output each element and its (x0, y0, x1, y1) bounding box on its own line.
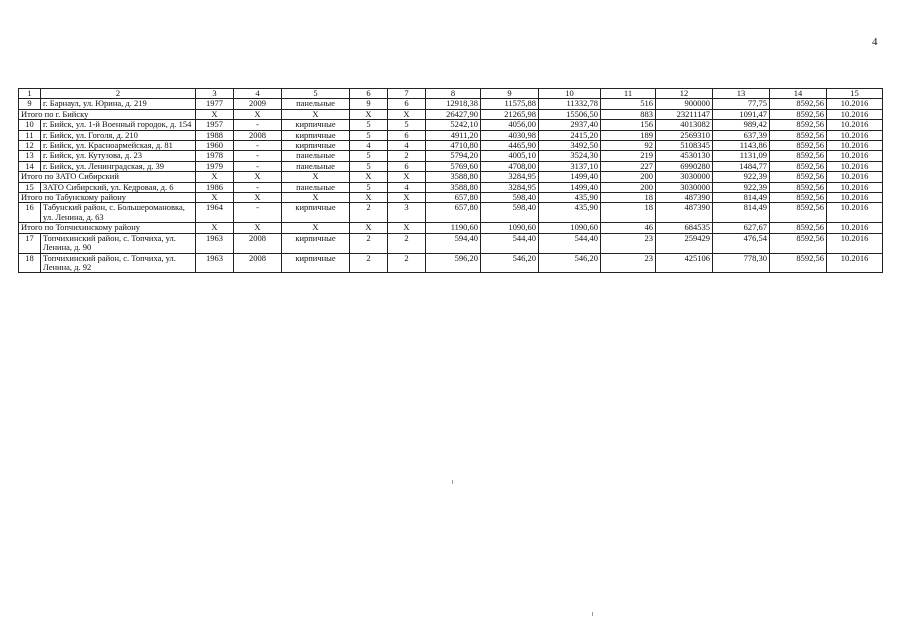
column-number-3: 3 (196, 89, 234, 99)
table-cell: 8592,56 (770, 172, 827, 182)
address-cell: Топчихинский район, с. Топчиха, ул. Ленина, д. 92 (41, 253, 196, 273)
column-number-4: 4 (234, 89, 282, 99)
table-cell: 2 (350, 233, 388, 253)
table-cell: X (350, 193, 388, 203)
table-cell: 10.2016 (827, 253, 883, 273)
table-cell: 6 (388, 161, 426, 171)
row-number: 13 (19, 151, 41, 161)
table-cell: 1963 (196, 233, 234, 253)
table-cell: 594,40 (426, 233, 481, 253)
column-number-14: 14 (770, 89, 827, 99)
table-cell: 922,39 (713, 172, 770, 182)
subtotal-label: Итого по ЗАТО Сибирский (19, 172, 196, 182)
column-number-7: 7 (388, 89, 426, 99)
table-row (19, 151, 883, 161)
table-cell: 2 (350, 253, 388, 273)
table-cell: 18 (601, 193, 656, 203)
address-cell: г. Барнаул, ул. Юрина, д. 219 (41, 99, 196, 109)
table-cell: 8592,56 (770, 151, 827, 161)
table-cell: 1986 (196, 182, 234, 192)
row-number: 9 (19, 99, 41, 109)
table-cell: 18 (601, 203, 656, 223)
table-cell: X (388, 193, 426, 203)
table-cell: 487390 (656, 203, 713, 223)
table-cell: 2 (350, 203, 388, 223)
table-cell: 476,54 (713, 233, 770, 253)
table-cell: панельные (282, 151, 350, 161)
table-cell: 8592,56 (770, 182, 827, 192)
table-cell: 1978 (196, 151, 234, 161)
table-cell: 2 (388, 253, 426, 273)
table-cell: 3 (388, 203, 426, 223)
table-cell: X (388, 109, 426, 119)
row-number: 14 (19, 161, 41, 171)
table-row (19, 233, 883, 253)
table-cell: 3030000 (656, 182, 713, 192)
table-cell: 2008 (234, 233, 282, 253)
table-cell: 2415,20 (539, 130, 601, 140)
row-number: 15 (19, 182, 41, 192)
column-number-1: 1 (19, 89, 41, 99)
table-cell: - (234, 161, 282, 171)
table-cell: 11575,88 (481, 99, 539, 109)
table-cell: X (388, 172, 426, 182)
table-cell: 1963 (196, 253, 234, 273)
table-cell: 1499,40 (539, 182, 601, 192)
table-cell: панельные (282, 161, 350, 171)
table-cell: 5 (388, 120, 426, 130)
table-cell: 814,49 (713, 193, 770, 203)
table-row (19, 130, 883, 140)
table-cell: 883 (601, 109, 656, 119)
table-cell: 8592,56 (770, 233, 827, 253)
table-cell: 1190,60 (426, 223, 481, 233)
table-cell: X (282, 109, 350, 119)
table-cell: - (234, 141, 282, 151)
table-cell: 156 (601, 120, 656, 130)
table-cell: 778,30 (713, 253, 770, 273)
table-cell: 21265,98 (481, 109, 539, 119)
table-cell: 77,75 (713, 99, 770, 109)
table-cell: 657,80 (426, 203, 481, 223)
subtotal-label: Итого по Топчихинскому району (19, 223, 196, 233)
table-cell: 200 (601, 172, 656, 182)
table-cell: - (234, 120, 282, 130)
table-cell: 11332,78 (539, 99, 601, 109)
table-cell: 2 (388, 151, 426, 161)
table-cell: 4 (388, 141, 426, 151)
table-cell: 487390 (656, 193, 713, 203)
table-cell: 5 (350, 161, 388, 171)
table-cell: 3284,95 (481, 172, 539, 182)
column-number-12: 12 (656, 89, 713, 99)
table-cell: 3588,80 (426, 182, 481, 192)
table-cell: 10.2016 (827, 172, 883, 182)
table-cell: 1964 (196, 203, 234, 223)
table-cell: 6 (388, 99, 426, 109)
table-cell: X (282, 223, 350, 233)
table-cell: 4013082 (656, 120, 713, 130)
table-row (19, 203, 883, 223)
table-cell: 2937,40 (539, 120, 601, 130)
table-cell: 5 (350, 182, 388, 192)
table-cell: 637,39 (713, 130, 770, 140)
table-row (19, 99, 883, 109)
table-cell: 657,80 (426, 193, 481, 203)
table-cell: 4056,00 (481, 120, 539, 130)
table-cell: 2009 (234, 99, 282, 109)
column-number-6: 6 (350, 89, 388, 99)
table-cell: X (234, 172, 282, 182)
address-cell: г. Бийск, ул. Кутузова, д. 23 (41, 151, 196, 161)
table-cell: 2008 (234, 130, 282, 140)
table-cell: 1988 (196, 130, 234, 140)
subtotal-label: Итого по г. Бийску (19, 109, 196, 119)
table-cell: 2008 (234, 253, 282, 273)
table-cell: 227 (601, 161, 656, 171)
table-cell: 8592,56 (770, 203, 827, 223)
table-cell: 1960 (196, 141, 234, 151)
address-cell: Табунский район, с. Большеромановка, ул. Ленина, д. 63 (41, 203, 196, 223)
table-cell: кирпичные (282, 120, 350, 130)
table-cell: 10.2016 (827, 151, 883, 161)
table-cell: 4708,00 (481, 161, 539, 171)
table-row (19, 182, 883, 192)
table-cell: X (350, 223, 388, 233)
table-cell: X (234, 193, 282, 203)
table-cell: 3588,80 (426, 172, 481, 182)
table-cell: X (350, 109, 388, 119)
table-cell: кирпичные (282, 253, 350, 273)
row-number: 17 (19, 233, 41, 253)
table-cell: 544,40 (539, 233, 601, 253)
table-cell: 3030000 (656, 172, 713, 182)
column-number-2: 2 (41, 89, 196, 99)
table-cell: 10.2016 (827, 141, 883, 151)
table-cell: 12918,38 (426, 99, 481, 109)
table-cell: 8592,56 (770, 193, 827, 203)
table-cell: X (388, 223, 426, 233)
table-cell: X (234, 223, 282, 233)
table-cell: 900000 (656, 99, 713, 109)
table-row (19, 253, 883, 273)
table-cell: кирпичные (282, 130, 350, 140)
table-cell: 598,40 (481, 193, 539, 203)
table-cell: 435,90 (539, 203, 601, 223)
table-cell: 4 (388, 182, 426, 192)
table-cell: X (282, 172, 350, 182)
table-cell: X (196, 109, 234, 119)
table-cell: 8592,56 (770, 120, 827, 130)
table-cell: 1957 (196, 120, 234, 130)
table-cell: 1090,60 (539, 223, 601, 233)
table-cell: 684535 (656, 223, 713, 233)
subtotal-label: Итого по Табунскому району (19, 193, 196, 203)
table-cell: 1131,09 (713, 151, 770, 161)
housing-registry-table (18, 88, 883, 273)
table-cell: 2569310 (656, 130, 713, 140)
table-cell: 1484,77 (713, 161, 770, 171)
column-number-15: 15 (827, 89, 883, 99)
column-number-row (19, 89, 883, 99)
table-cell: 15506,50 (539, 109, 601, 119)
address-cell: г. Бийск, ул. 1-й Военный городок, д. 154 (41, 120, 196, 130)
table-cell: 2 (388, 233, 426, 253)
table-cell: 8592,56 (770, 109, 827, 119)
table-cell: X (234, 109, 282, 119)
table-cell: 8592,56 (770, 99, 827, 109)
table-cell: 189 (601, 130, 656, 140)
table-cell: 5769,60 (426, 161, 481, 171)
table-cell: 4030,98 (481, 130, 539, 140)
table-cell: 435,90 (539, 193, 601, 203)
table-cell: X (282, 193, 350, 203)
table-cell: 1977 (196, 99, 234, 109)
table-cell: 9 (350, 99, 388, 109)
table-cell: 3137,10 (539, 161, 601, 171)
table-cell: 3492,50 (539, 141, 601, 151)
table-cell: 8592,56 (770, 130, 827, 140)
column-number-11: 11 (601, 89, 656, 99)
table-cell: 4911,20 (426, 130, 481, 140)
table-cell: 425106 (656, 253, 713, 273)
scan-speck (592, 612, 593, 616)
subtotal-row (19, 109, 883, 119)
column-number-10: 10 (539, 89, 601, 99)
table-cell: 26427,90 (426, 109, 481, 119)
table-cell: 10.2016 (827, 99, 883, 109)
table-cell: X (196, 193, 234, 203)
table-cell: 4 (350, 141, 388, 151)
table-cell: 5794,20 (426, 151, 481, 161)
table-row (19, 141, 883, 151)
table-cell: 598,40 (481, 203, 539, 223)
address-cell: г. Бийск, ул. Ленинградская, д. 39 (41, 161, 196, 171)
row-number: 18 (19, 253, 41, 273)
table-cell: 10.2016 (827, 120, 883, 130)
table-cell: 10.2016 (827, 161, 883, 171)
scan-speck (452, 480, 453, 484)
table-cell: X (350, 172, 388, 182)
table-cell: 23211147 (656, 109, 713, 119)
table-cell: 5242,10 (426, 120, 481, 130)
table-cell: 10.2016 (827, 203, 883, 223)
table-cell: кирпичные (282, 233, 350, 253)
address-cell: г. Бийск, ул. Красноармейская, д. 81 (41, 141, 196, 151)
table-cell: X (196, 172, 234, 182)
table-cell: 10.2016 (827, 182, 883, 192)
table-cell: 10.2016 (827, 193, 883, 203)
table-cell: 544,40 (481, 233, 539, 253)
table-cell: 546,20 (539, 253, 601, 273)
row-number: 10 (19, 120, 41, 130)
table-cell: 546,20 (481, 253, 539, 273)
page-number: 4 (872, 36, 878, 48)
table-cell: 4710,80 (426, 141, 481, 151)
table-cell: 1499,40 (539, 172, 601, 182)
table-cell: 5 (350, 120, 388, 130)
table-cell: кирпичные (282, 203, 350, 223)
address-cell: г. Бийск, ул. Гоголя, д. 210 (41, 130, 196, 140)
table-cell: 5 (350, 151, 388, 161)
table-cell: кирпичные (282, 141, 350, 151)
table-cell: 516 (601, 99, 656, 109)
table-cell: 10.2016 (827, 223, 883, 233)
table-cell: 3524,30 (539, 151, 601, 161)
table-cell: 219 (601, 151, 656, 161)
table-cell: 3284,95 (481, 182, 539, 192)
table-cell: панельные (282, 99, 350, 109)
subtotal-row (19, 193, 883, 203)
table-cell: 5 (350, 130, 388, 140)
column-number-5: 5 (282, 89, 350, 99)
address-cell: Топчихинский район, с. Топчиха, ул. Ленина, д. 90 (41, 233, 196, 253)
table-cell: 92 (601, 141, 656, 151)
table-cell: 596,20 (426, 253, 481, 273)
table-cell: 6990280 (656, 161, 713, 171)
table-cell: 10.2016 (827, 233, 883, 253)
table-cell: 1090,60 (481, 223, 539, 233)
table-row (19, 120, 883, 130)
row-number: 16 (19, 203, 41, 223)
table-cell: 23 (601, 233, 656, 253)
column-number-13: 13 (713, 89, 770, 99)
row-number: 12 (19, 141, 41, 151)
table-cell: 5108345 (656, 141, 713, 151)
table-cell: 46 (601, 223, 656, 233)
table-cell: 10.2016 (827, 109, 883, 119)
column-number-9: 9 (481, 89, 539, 99)
table-cell: 922,39 (713, 182, 770, 192)
table-cell: 23 (601, 253, 656, 273)
table-cell: 6 (388, 130, 426, 140)
table-cell: 1091,47 (713, 109, 770, 119)
table-cell: 1143,86 (713, 141, 770, 151)
table-cell: 10.2016 (827, 130, 883, 140)
table-cell: 8592,56 (770, 161, 827, 171)
row-number: 11 (19, 130, 41, 140)
subtotal-row (19, 172, 883, 182)
table-cell: 8592,56 (770, 223, 827, 233)
table-row (19, 161, 883, 171)
table-cell: 627,67 (713, 223, 770, 233)
table-cell: панельные (282, 182, 350, 192)
table-cell: 4465,90 (481, 141, 539, 151)
address-cell: ЗАТО Сибирский, ул. Кедровая, д. 6 (41, 182, 196, 192)
table-cell: 1979 (196, 161, 234, 171)
subtotal-row (19, 223, 883, 233)
table-cell: 259429 (656, 233, 713, 253)
column-number-8: 8 (426, 89, 481, 99)
table-cell: 814,49 (713, 203, 770, 223)
table-cell: - (234, 203, 282, 223)
table-cell: 4005,10 (481, 151, 539, 161)
table-cell: 8592,56 (770, 141, 827, 151)
table-cell: 8592,56 (770, 253, 827, 273)
table-cell: 200 (601, 182, 656, 192)
table-cell: 989,42 (713, 120, 770, 130)
table-cell: 4530130 (656, 151, 713, 161)
table-cell: X (196, 223, 234, 233)
table-cell: - (234, 182, 282, 192)
table-cell: - (234, 151, 282, 161)
